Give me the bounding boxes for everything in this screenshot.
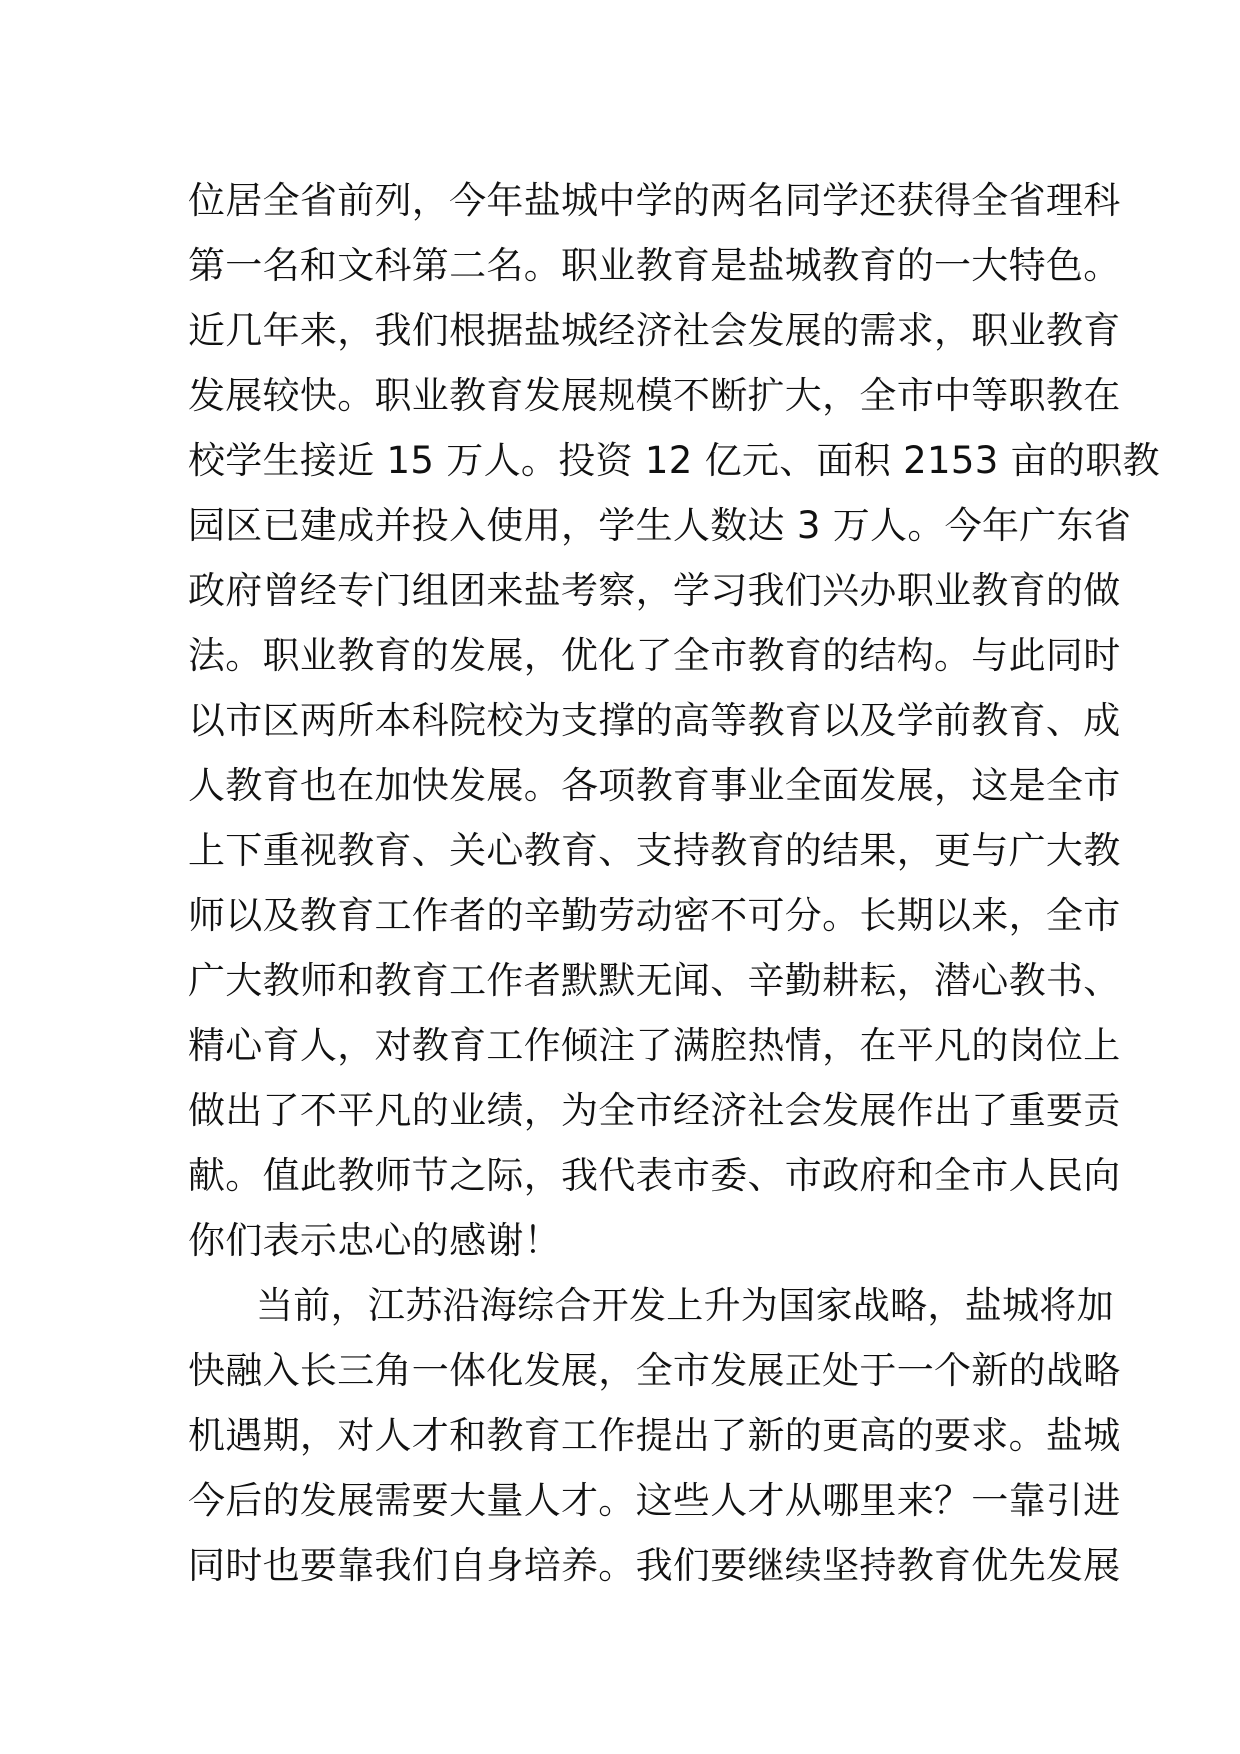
text-line: 法。职业教育的发展，优化了全市教育的结构。与此同时	[188, 634, 1121, 677]
text-line: 第一名和文科第二名。职业教育是盐城教育的一大特色。	[188, 244, 1121, 287]
text-line: 师以及教育工作者的辛勤劳动密不可分。长期以来，全市	[188, 894, 1121, 937]
text-line: 快融入长三角一体化发展，全市发展正处于一个新的战略	[188, 1349, 1121, 1392]
text-line: 人教育也在加快发展。各项教育事业全面发展，这是全市	[188, 764, 1121, 807]
text-line: 做出了不平凡的业绩，为全市经济社会发展作出了重要贡	[188, 1089, 1121, 1132]
text-line: 献。值此教师节之际，我代表市委、市政府和全市人民向	[188, 1154, 1121, 1197]
text-line: 上下重视教育、关心教育、支持教育的结果，更与广大教	[188, 829, 1121, 872]
text-line: 政府曾经专门组团来盐考察，学习我们兴办职业教育的做	[188, 569, 1121, 612]
text-line: 今后的发展需要大量人才。这些人才从哪里来？一靠引进	[188, 1479, 1121, 1522]
body-text	[188, 168, 1160, 1598]
text-line: 你们表示忠心的感谢！	[188, 1219, 561, 1262]
text-line: 机遇期，对人才和教育工作提出了新的更高的要求。盐城	[188, 1414, 1121, 1457]
paragraph-start-line: 当前，江苏沿海综合开发上升为国家战略，盐城将加	[256, 1284, 1114, 1327]
text-line: 以市区两所本科院校为支撑的高等教育以及学前教育、成	[188, 699, 1121, 742]
text-line: 园区已建成并投入使用，学生人数达 3 万人。今年广东省	[188, 504, 1132, 547]
text-line: 发展较快。职业教育发展规模不断扩大，全市中等职教在	[188, 374, 1121, 417]
text-line: 同时也要靠我们自身培养。我们要继续坚持教育优先发展	[188, 1544, 1121, 1587]
text-line: 校学生接近 15 万人。投资 12 亿元、面积 2153 亩的职教	[188, 439, 1160, 482]
text-line: 近几年来，我们根据盐城经济社会发展的需求，职业教育	[188, 309, 1121, 352]
text-line: 广大教师和教育工作者默默无闻、辛勤耕耘，潜心教书、	[188, 959, 1121, 1002]
text-line: 精心育人，对教育工作倾注了满腔热情，在平凡的岗位上	[188, 1024, 1121, 1067]
text-line: 位居全省前列，今年盐城中学的两名同学还获得全省理科	[188, 179, 1121, 222]
